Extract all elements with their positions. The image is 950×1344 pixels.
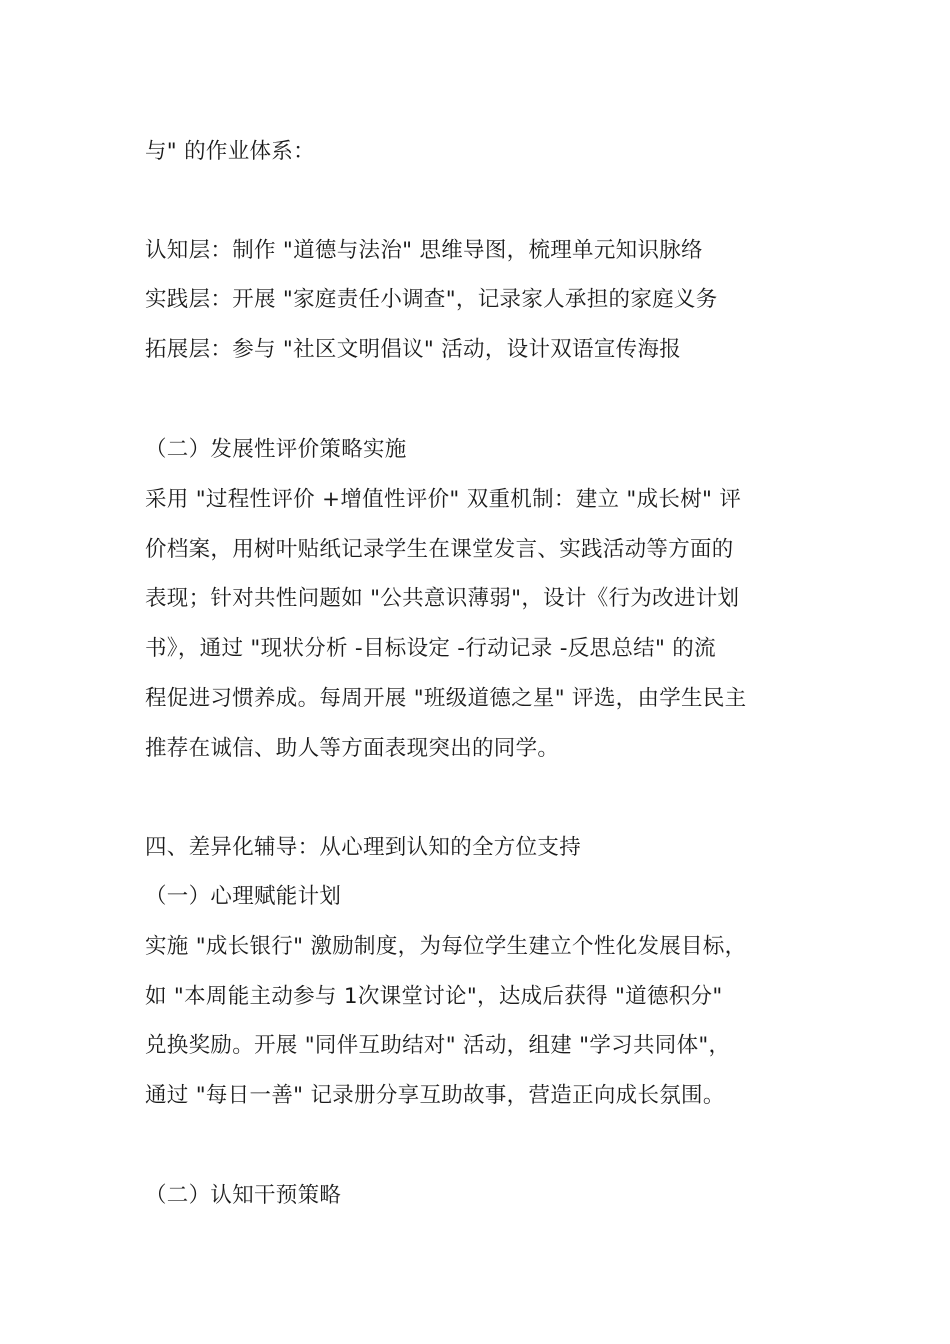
section-eval-line-5: 程促进习惯养成。每周开展 "班级道德之星" 评选，由学生民主: [145, 686, 747, 711]
tier-extension: 拓展层：参与 "社区文明倡议" 活动，设计双语宣传海报: [145, 337, 682, 362]
section-eval-line-3: 表现；针对共性问题如 "公共意识薄弱"，设计《行为改进计划: [145, 586, 740, 611]
subsection-2-heading: （二）认知干预策略: [145, 1183, 342, 1208]
section-eval-line-4: 书》，通过 "现状分析 -目标设定 -行动记录 -反思总结" 的流: [145, 636, 716, 661]
intro-tail-line: 与" 的作业体系：: [145, 139, 315, 164]
tier-cognitive: 认知层：制作 "道德与法治" 思维导图，梳理单元知识脉络: [145, 238, 703, 263]
tier-practice: 实践层：开展 "家庭责任小调查"，记录家人承担的家庭义务: [145, 287, 718, 312]
section-eval-line-6: 推荐在诚信、助人等方面表现突出的同学。: [145, 736, 560, 761]
section-eval-line-2: 价档案，用树叶贴纸记录学生在课堂发言、实践活动等方面的: [145, 537, 734, 562]
subsection-1-line-2: 如 "本周能主动参与 1次课堂讨论"，达成后获得 "道德积分": [145, 984, 723, 1009]
subsection-1-line-1: 实施 "成长银行" 激励制度，为每位学生建立个性化发展目标，: [145, 934, 747, 959]
section-eval-line-1: 采用 "过程性评价 +增值性评价" 双重机制：建立 "成长树" 评: [145, 487, 742, 512]
section-eval-heading: （二）发展性评价策略实施: [145, 437, 407, 462]
subsection-1-line-4: 通过 "每日一善" 记录册分享互助故事，营造正向成长氛围。: [145, 1083, 725, 1108]
subsection-1-line-3: 兑换奖励。开展 "同伴互助结对" 活动，组建 "学习共同体"，: [145, 1033, 731, 1058]
section-four-heading: 四、差异化辅导：从心理到认知的全方位支持: [145, 835, 582, 860]
subsection-1-heading: （一）心理赋能计划: [145, 884, 342, 909]
